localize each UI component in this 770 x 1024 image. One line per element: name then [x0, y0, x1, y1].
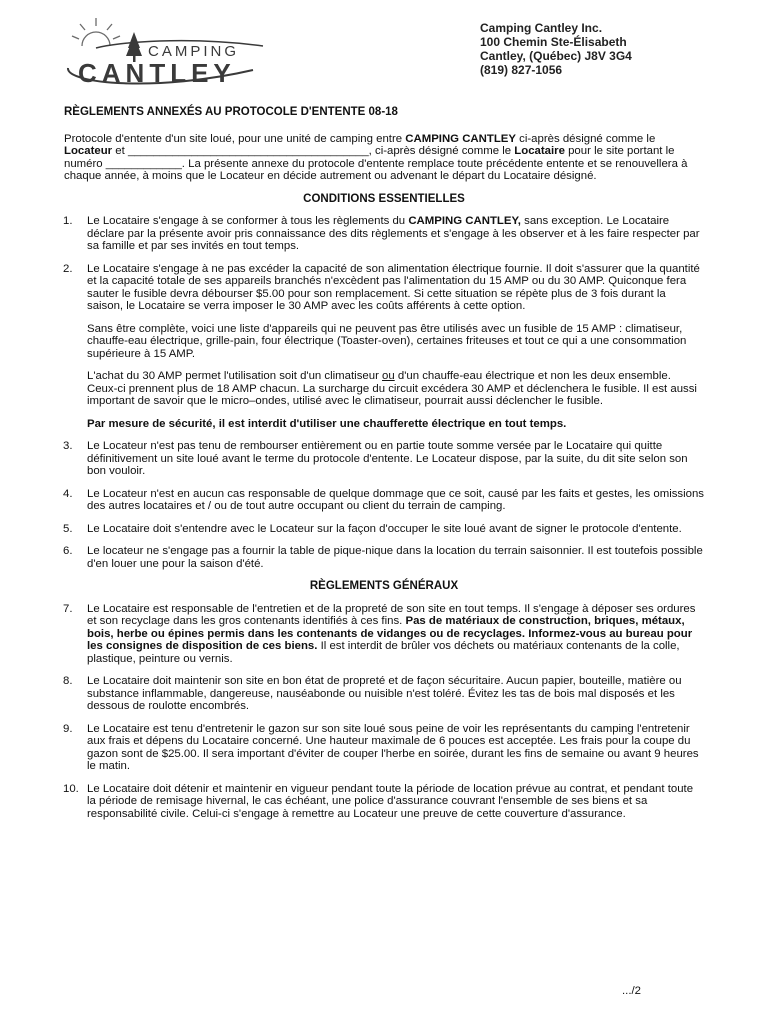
rule-text: Le Locataire est tenu d'entretenir le gazon sur son site loué sous peine de voir les représentants du camping l'entretenir aux frais et dépens du Locataire concerné. Une hauteur maximale de 6 pouces est acceptée. Les frais pour la coupe du gazon sont de $25.00. Il sera important d'éviter de couper l'herbe en soirée, durant les fins de semaine ou avant 9 heures le matin.: [87, 722, 699, 772]
rule-text: Le Locateur n'est pas tenu de rembourser entièrement ou en partie toute somme versée par le Locataire qui quitte définitivement un site loué avant le terme du protocole d'entente. Le Locateur dispose, par la suite, du dit site selon son bon vouloir.: [87, 440, 688, 477]
rule-item-8: [64, 675, 704, 713]
rule-text: Le Locataire doit détenir et maintenir en vigueur pendant toute la période de location prévue au contrat, et pendant toute la période de remisage hivernal, le cas échéant, une police d'assurance couvrant l'ensemble de ses biens et sa responsabilité civile. Celui-ci s'engage à remettre au Locateur une preuve de cette couverture d'assurance.: [87, 782, 694, 820]
rule-number: 6.: [63, 545, 73, 557]
rule-item-10: [64, 783, 704, 821]
rule-number: 9.: [63, 722, 73, 735]
intro-paragraph: [64, 133, 704, 183]
sun-icon: [72, 18, 120, 46]
intro-text-4: pour le site portant le numéro ____________. La présente annexe du protocole d'entente remplace toute précédente entente et se renouvellera à chaque année, à moins que le Locateur en décide autrement ou advenant le départ du Locataire désigné.: [64, 145, 688, 182]
document-body: [64, 106, 704, 830]
intro-text-1: Protocole d'entente d'un site loué, pour une unité de camping entre: [64, 132, 406, 145]
rule-number: 5.: [63, 522, 73, 535]
intro-text-3: et ______________________________________, ci-après désigné comme le: [112, 145, 515, 157]
rule-number: 3.: [63, 440, 73, 452]
company-city: Cantley, (Québec) J8V 3G4: [480, 49, 632, 63]
rule-text: Le Locateur n'est en aucun cas responsable de quelque dommage que ce soit, causé par les faits et gestes, les omissions des autres locataires et / ou de tout autre occupant ou client du terrain de camping.: [87, 487, 705, 512]
rule-paragraph-appliances: Sans être complète, voici une liste d'appareils qui ne peuvent pas être utilisés avec un fusible de 15 AMP : climatiseur, chauffe-eau électrique, grille-pain, four électrique (Toaster-oven), certaines friteuses et tout ce qui a une consommation supérieure à 15 AMP.: [87, 322, 687, 360]
rule-text: Le Locataire doit s'entendre avec le Locateur sur la façon d'occuper le site loué avant de signer le protocole d'entente.: [87, 522, 682, 535]
company-phone: (819) 827-1056: [480, 63, 563, 77]
rule-number: 1.: [63, 215, 73, 227]
rule-item-4: [64, 488, 704, 513]
company-name: Camping Cantley Inc.: [480, 21, 603, 35]
rule-text: L'achat du 30 AMP permet l'utilisation soit d'un climatiseur: [87, 370, 383, 382]
rule-text: Le Locataire s'engage à se conformer à tous les règlements du: [87, 215, 409, 227]
rule-number: 8.: [63, 675, 73, 687]
page-number: .../2: [622, 985, 641, 997]
rule-safety-notice: Par mesure de sécurité, il est interdit d'utiliser une chaufferette électrique en tout temps.: [87, 417, 567, 430]
company-address-block: [480, 21, 632, 77]
rule-item-1: [64, 215, 704, 253]
rule-bold: CAMPING CANTLEY,: [408, 215, 521, 227]
rule-number: 10.: [63, 782, 79, 795]
rule-item-9: [64, 723, 704, 773]
rule-text: d'un chauffe-eau électrique et non les deux ensemble. Ceux-ci prennent plus de 18 AMP chacun. La surcharge du circuit excédera 30 AMP et déclenchera le fusible. Il est aussi important de savoir que le micro–ondes, utilisé avec le climatiseur, pourrait aussi déclencher le fusible.: [87, 370, 697, 407]
intro-bold-locataire: Locataire: [514, 145, 565, 157]
document-title: RÈGLEMENTS ANNEXÉS AU PROTOCOLE D'ENTENTE 08-18: [64, 106, 398, 118]
rule-item-6: [64, 545, 704, 570]
rule-text: Le Locataire est responsable de l'entretien et de la propreté de son site en tout temps. Il s'engage à déposer ses ordures et son recyclage dans les gros contenants identifiés à ces fins.: [87, 602, 696, 627]
rule-text: Le Locataire s'engage à ne pas excéder la capacité de son alimentation électrique fournie. Il doit s'assurer que la quantité et la capacité totale de ses appareils branchés n'excèdent pas l'alimentation du 15 AMP ou du 30 AMP. Quiconque fera sauter le fusible devra débourser $5.00 pour son remplacement. Si cette situation se répète plus de 3 fois durant la saison, le Locataire se verra imposer le 30 AMP avec les coûts afférents à cette option.: [87, 262, 700, 312]
logo-graphic: [38, 6, 288, 96]
section-heading-conditions: CONDITIONS ESSENTIELLES: [303, 192, 465, 205]
logo-word-camping: CAMPING: [148, 43, 240, 60]
rule-bold: Pas de matériaux de construction, briques, métaux, bois, herbe ou épines permis dans les contenants de vidanges ou de recyclages. Informez-vous au bureau pour les consignes de disposition de ces biens.: [87, 615, 693, 652]
rule-item-3: [64, 440, 704, 478]
company-street: 100 Chemin Ste-Élisabeth: [480, 35, 627, 49]
rule-item-7: [64, 603, 704, 666]
intro-bold-locateur: Locateur: [64, 145, 113, 157]
rule-number: 7.: [63, 602, 73, 615]
camping-cantley-logo: [38, 6, 288, 96]
rule-paragraph-30amp: [87, 370, 704, 408]
intro-bold-camping: CAMPING CANTLEY: [405, 132, 516, 145]
intro-text-2: ci-après désigné comme le: [516, 132, 656, 145]
logo-word-cantley: CANTLEY: [78, 58, 236, 88]
rule-number: 2.: [63, 262, 73, 275]
rule-text: Il est interdit de brûler vos déchets ou matériaux contenants de la colle, plastique, peinture ou vernis.: [87, 640, 680, 665]
rule-number: 4.: [63, 487, 73, 500]
rule-text: Le locateur ne s'engage pas a fournir la table de pique-nique dans la location du terrain saisonnier. Il est toutefois possible d'en louer une pour la saison d'été.: [87, 545, 703, 570]
rule-underlined: ou: [382, 370, 395, 382]
rule-text: Le Locataire doit maintenir son site en bon état de propreté et de façon sécuritaire. Aucun papier, bouteille, matière ou substance inflammable, dangereuse, nauséabonde ou nuisible n'est toléré. Évitez les tas de bois mal disposés et les dessous de roulotte encombrés.: [87, 675, 682, 712]
rule-text: sans exception. Le Locataire déclare par la présente avoir pris connaissance des dits règlements et s'engage à les observer et à les faire respecter par sa famille et par ses invités en tout temps.: [87, 215, 700, 252]
rule-item-2: [64, 263, 704, 431]
rule-item-5: [64, 523, 704, 536]
section-heading-general: RÈGLEMENTS GÉNÉRAUX: [309, 580, 459, 592]
